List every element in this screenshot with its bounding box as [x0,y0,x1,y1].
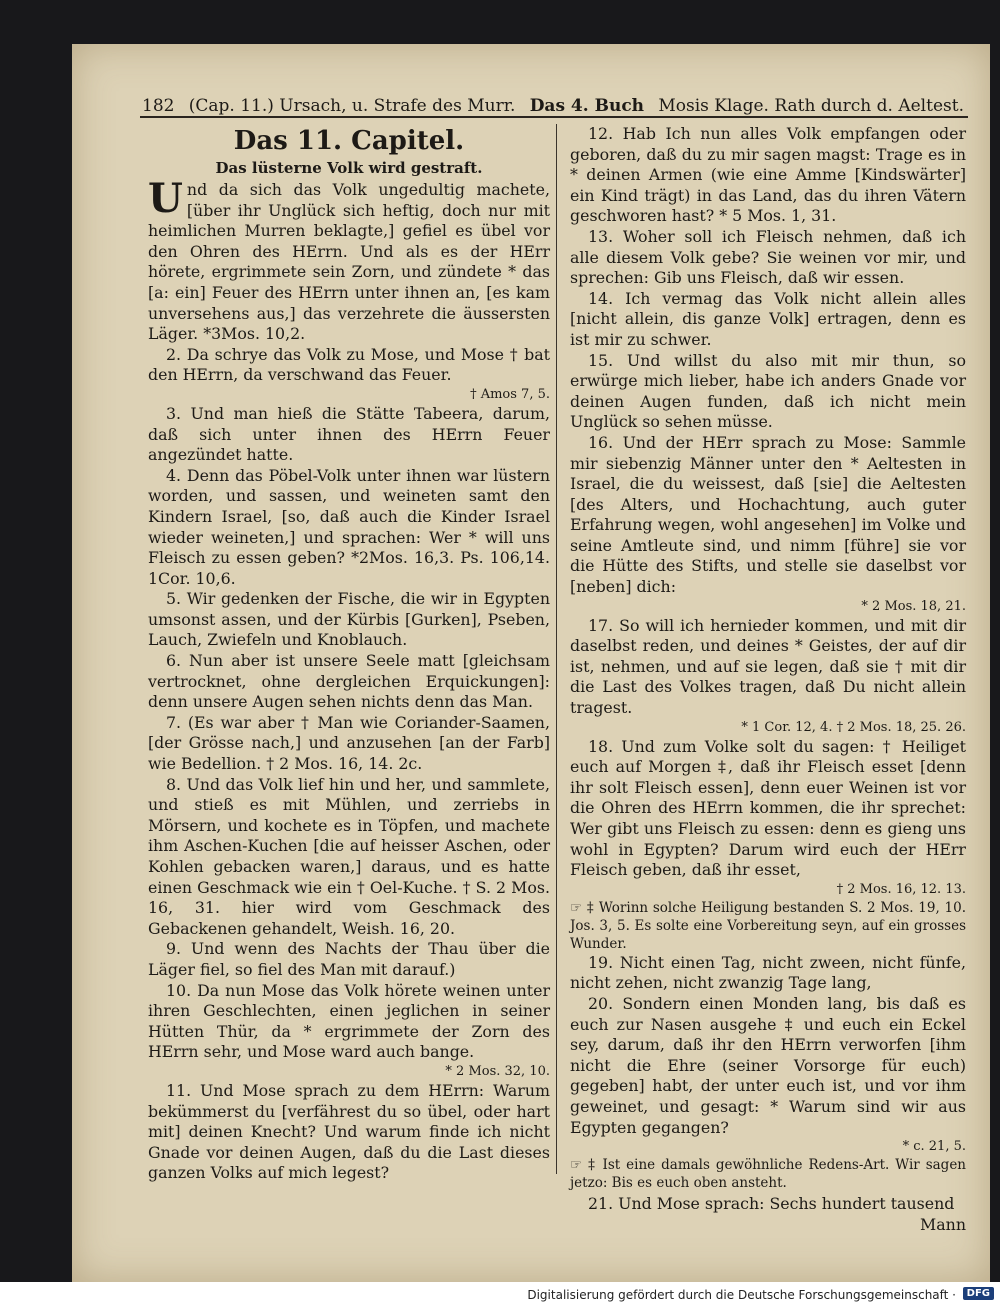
verse-16-reference: * 2 Mos. 18, 21. [861,598,966,614]
verse-1: nd da sich das Volk ungedultig machete, [über ihr Unglück sich heftig, doch nur mit heimlichen Murren beklagte,] gefiel es übel vor den Ohren des HErrn. Und als es der HErr hörete, ergrimmete sein Zorn, und zündete * das [a: ein] Feuer des HErrn unter ihnen an, [es kam unversehens aus,] das verzehrete die äussersten Läger. *3Mos. 10,2. [148,180,550,344]
verse-18-reference: † 2 Mos. 16, 12. 13. [836,881,966,897]
verse-8: 8. Und das Volk lief hin und her, und sammlete, und stieß es mit Mühlen, und zerriebs in Mörsern, und kochete es in Töpfen, und machete ihm Aschen-Kuchen [die auf heisser Aschen, oder Kohlen gebacken waren,] daraus, und es hatte einen Geschmack wie ein † Oel-Kuche. † S. 2 Mos. 16, 31. hier wird vom Geschmack des Gebackenen gehandelt, Weish. 16, 20. [148,774,550,938]
catchword: Mann [920,1214,966,1234]
right-column [570,124,966,1235]
left-column [148,124,550,1184]
verse-12: 12. Hab Ich nun alles Volk empfangen oder geboren, daß du zu mir sagen magst: Trage es in * deinen Armen (wie eine Amme [Kindswärter] ein Kind trägt) in das Land, das du ihren Vätern geschworen hast? * 5 Mos. 1, 31. [570,124,966,226]
verse-3: 3. Und man hieß die Stätte Tabeera, darum, daß sich unter ihnen des HErrn Feuer angezündet hatte. [148,403,550,465]
verse-2: 2. Da schrye das Volk zu Mose, und Mose † bat den HErrn, da verschwand das Feuer. [148,344,550,385]
running-head-right: Mosis Klage. Rath durch d. Aeltest. [658,96,964,116]
verse-20: 20. Sondern einen Monden lang, bis daß es euch zur Nasen ausgehe ‡ und euch ein Eckel sey, darum, daß ihr den HErrn verworfen [ihm nicht die Ehre (seiner Vorsorge für euch) gegeben] habt, der unter euch ist, und vor ihm geweinet, und gesagt: * Warum sind wir aus Egypten gegangen? [570,993,966,1137]
drop-cap: U [148,175,183,222]
column-divider [556,124,557,1174]
dfg-logo: DFG [963,1287,994,1300]
verse-16: 16. Und der HErr sprach zu Mose: Sammle mir siebenzig Männer unter den * Aeltesten in Israel, die du weissest, daß [sie] die Aeltesten [des Alters, und Hochachtung, auch guter Erfahrung wegen, wohl angesehen] im Volke und seine Amtleute sind, und nimm [führe] sie vor die Hütte des Stifts, und stelle sie daselbst vor [neben] dich: [570,432,966,597]
verse-6: 6. Nun aber ist unsere Seele matt [gleichsam vertrocknet, ohne dergleichen Erquickungen]: denn unsere Augen sehen nichts denn das Man. [148,651,550,712]
note-after-verse-20: ☞ ‡ Ist eine damals gewöhnliche Redens-Art. Wir sagen jetzo: Bis es euch oben ansteht. [570,1157,966,1192]
verse-11: 11. Und Mose sprach zu dem HErrn: Warum bekümmerst du [verfährest du so übel, oder hart mit] deinen Knecht? Und warum finde ich nicht Gnade vor deinen Augen, daß du die Last dieses ganzen Volks auf mich legest? [148,1080,550,1183]
chapter-subtitle: Das lüsterne Volk wird gestraft. [215,159,483,177]
verse-5: 5. Wir gedenken der Fische, die wir in Egypten umsonst assen, und der Kürbis [Gurken], Pseben, Lauch, Zwiefeln und Knoblauch. [148,589,550,650]
verse-17: 17. So will ich hernieder kommen, und mit dir daselbst reden, und deines * Geistes, der auf dir ist, nehmen, und auf sie legen, daß sie † mit dir die Last des Volkes tragen, daß Du nicht allein tragest. [570,615,966,718]
verse-13: 13. Woher soll ich Fleisch nehmen, daß ich alle diesem Volk gebe? Sie weinen vor mir, und sprechen: Gib uns Fleisch, daß wir essen. [570,226,966,288]
verse-4: 4. Denn das Pöbel-Volk unter ihnen war lüstern worden, und sassen, und weineten samt den Kindern Israel, [so, daß auch die Kinder Israel wieder weineten,] und sprachen: Wer * will uns Fleisch zu essen geben? *2Mos. 16,3. Ps. 106,14. 1Cor. 10,6. [148,465,550,588]
verse-14: 14. Ich vermag das Volk nicht allein alles [nicht allein, dis ganze Volk] ertragen, denn es ist mir zu schwer. [570,288,966,349]
verse-7: 7. (Es war aber † Man wie Coriander-Saamen, [der Grösse nach,] und anzusehen [an der Farb] wie Bedellion. † 2 Mos. 16, 14. 2c. [148,712,550,774]
running-head-left: (Cap. 11.) Ursach, u. Strafe des Murr. [188,96,516,116]
page-number: 182 [142,96,175,116]
note-after-verse-18: ☞ ‡ Worinn solche Heiligung bestanden S. 2 Mos. 19, 10. Jos. 3, 5. Es solte eine Vorbereitung seyn, auf ein grosses Wunder. [570,899,966,952]
funding-notice: Digitalisierung gefördert durch die Deutsche Forschungsgemeinschaft · [527,1288,956,1302]
verse-21: 21. Und Mose sprach: Sechs hundert tausend [588,1194,955,1214]
verse-10-reference: * 2 Mos. 32, 10. [445,1063,550,1079]
verse-15: 15. Und willst du also mit mir thun, so erwürge mich lieber, habe ich anders Gnade vor deinen Augen funden, daß ich nicht mein Unglück so sehen müsse. [570,350,966,432]
verse-17-reference: * 1 Cor. 12, 4. † 2 Mos. 18, 25. 26. [741,719,966,735]
verse-19: 19. Nicht einen Tag, nicht zween, nicht fünfe, nicht zehen, nicht zwanzig Tage lang, [570,952,966,993]
verse-10: 10. Da nun Mose das Volk hörete weinen unter ihren Geschlechten, einen jeglichen in seiner Hütten Thür, da * ergrimmete der Zorn des HErrn sehr, und Mose ward auch bange. [148,980,550,1062]
verse-18: 18. Und zum Volke solt du sagen: † Heiliget euch auf Morgen ‡, daß ihr Fleisch esset [denn ihr solt Fleisch essen], denn euer Weinen ist vor die Ohren des HErrn kommen, die ihr sprechet: Wer gibt uns Fleisch zu essen: denn es gieng uns wohl in Egypten? Darum wird euch der HErr Fleisch geben, daß ihr esset, [570,736,966,880]
chapter-title: Das 11. Capitel. [233,126,465,156]
running-head-center: Das 4. Buch [529,96,645,116]
verse-9: 9. Und wenn des Nachts der Thau über die Läger fiel, so fiel des Man mit darauf.) [148,939,550,979]
verse-2-reference: † Amos 7, 5. [470,386,550,402]
running-head [142,84,964,116]
verse-20-reference: * c. 21, 5. [902,1139,966,1155]
scan-footer [0,1282,1000,1309]
header-rule [140,116,968,118]
